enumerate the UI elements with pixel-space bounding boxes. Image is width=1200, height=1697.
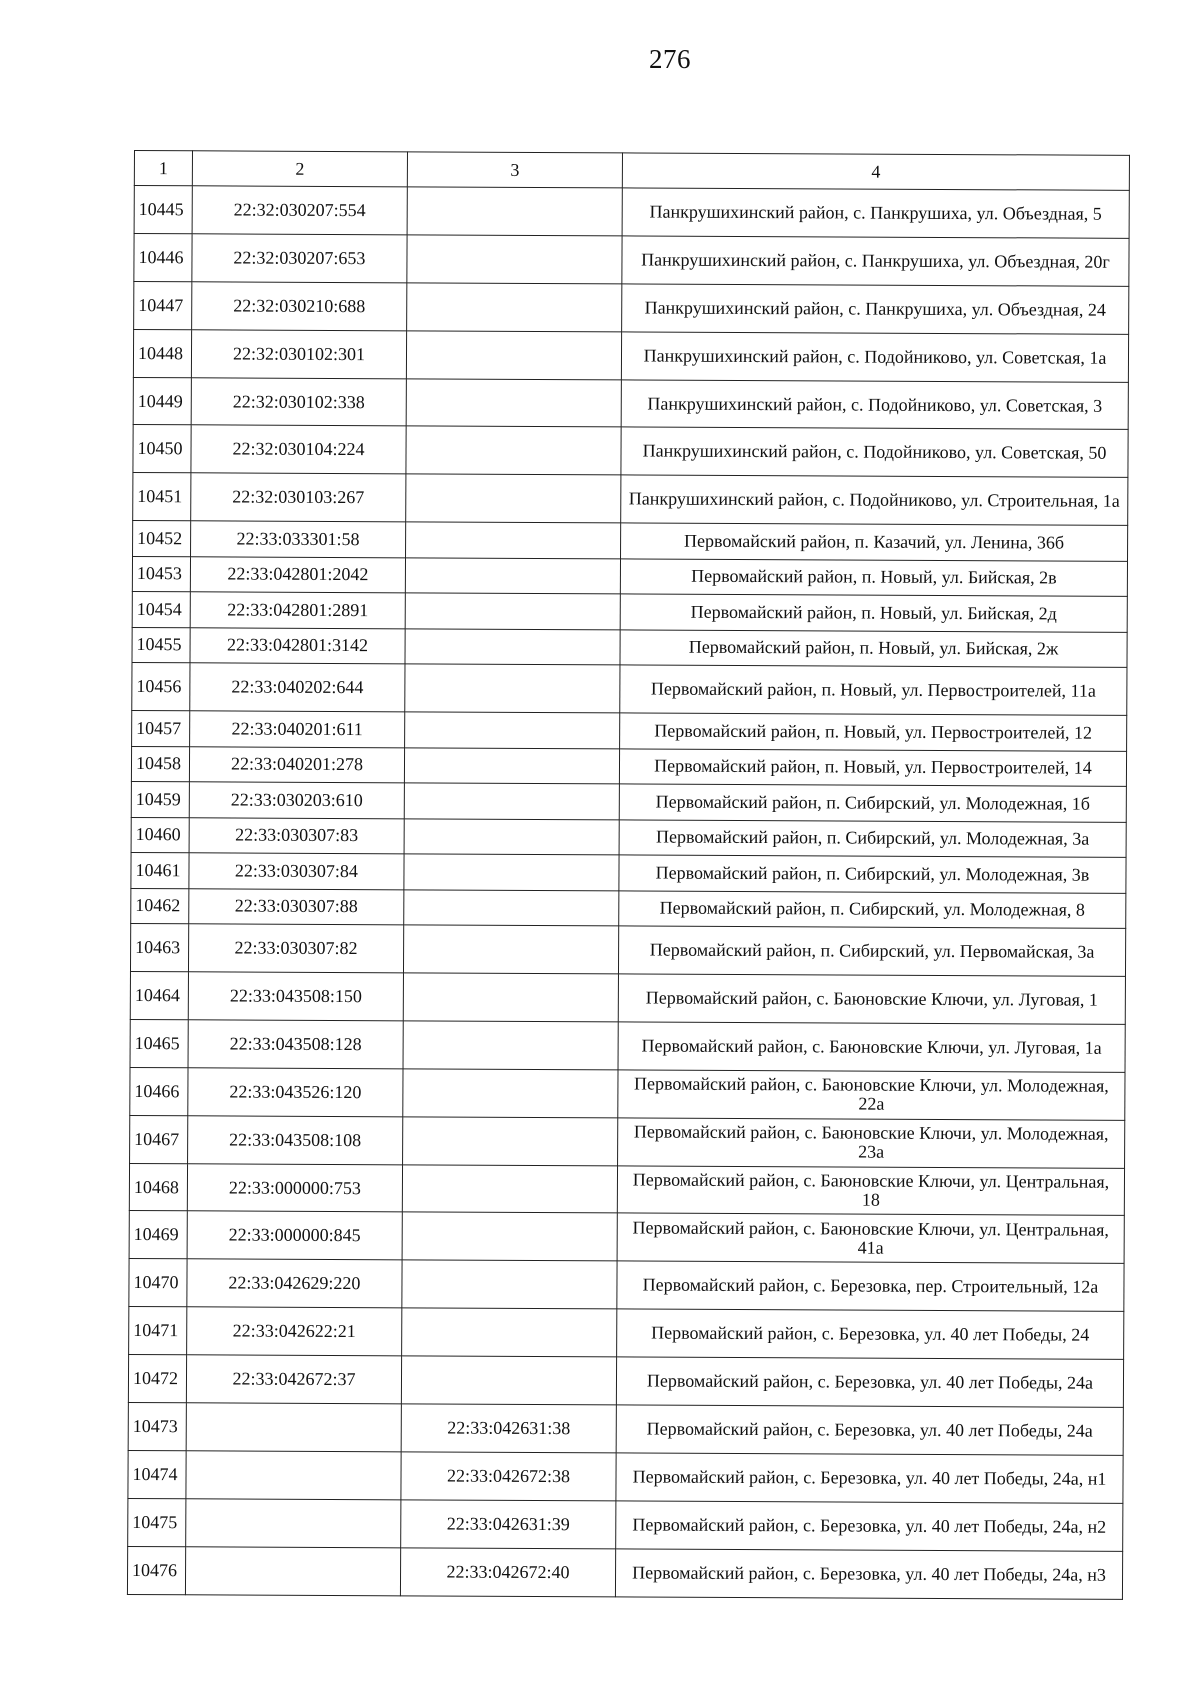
cadastral-number-alt-cell [402,1260,617,1309]
address-cell: Первомайский район, с. Березовка, ул. 40 лет Победы, 24а, н2 [616,1501,1123,1551]
address-cell: Первомайский район, с. Березовка, ул. 40 лет Победы, 24а [616,1357,1123,1407]
table-row [130,1067,1125,1120]
row-number-cell: 10459 [131,782,189,818]
address-cell: Первомайский район, с. Березовка, ул. 40 лет Победы, 24а [616,1405,1123,1455]
address-cell: Первомайский район, с. Баюновские Ключи, ул. Молодежная, 22а [618,1070,1125,1120]
cadastral-number-alt-cell: 22:33:042631:39 [401,1500,616,1549]
cadastral-number-cell: 22:33:042629:220 [187,1259,402,1308]
table-row [128,1403,1123,1456]
cadastral-number-alt-cell [402,1212,617,1261]
row-number-cell: 10465 [130,1019,188,1067]
table-row [128,1355,1123,1408]
address-cell: Панкрушихинский район, с. Подойниково, ул. Советская, 1а [621,332,1128,382]
table-row [134,281,1129,334]
page-number: 276 [649,44,691,74]
cadastral-number-alt-cell [405,593,620,630]
table-row [134,186,1129,239]
cadastral-number-cell: 22:33:042801:2891 [190,592,405,629]
registry-table [127,150,1130,1599]
cadastral-number-alt-cell [404,854,619,891]
cadastral-number-alt-cell [407,235,622,284]
table-body [127,186,1129,1599]
table-row [131,746,1126,786]
row-number-cell: 10454 [132,592,190,628]
row-number-cell: 10455 [132,627,190,663]
address-cell: Панкрушихинский район, с. Подойниково, ул. Советская, 3 [621,379,1128,429]
column-header-1: 1 [134,151,192,186]
address-cell: Первомайский район, с. Березовка, ул. 40 лет Победы, 24а, н1 [616,1453,1123,1503]
cadastral-number-alt-cell: 22:33:042672:38 [401,1452,616,1501]
address-cell: Первомайский район, п. Казачий, ул. Ленина, 36б [621,523,1128,561]
cadastral-number-alt-cell [406,474,621,523]
address-cell: Первомайский район, п. Новый, ул. Первостроителей, 12 [620,713,1127,751]
cadastral-number-alt-cell [405,664,620,713]
cadastral-number-cell: 22:32:030210:688 [192,282,407,331]
cadastral-number-cell [186,1403,401,1452]
row-number-cell: 10468 [129,1163,187,1211]
row-number-cell: 10449 [133,377,191,425]
row-number-cell: 10476 [127,1546,185,1594]
cadastral-number-cell: 22:33:030307:83 [189,817,404,854]
cadastral-number-alt-cell [403,1021,618,1070]
table-row [132,711,1127,751]
cadastral-number-alt-cell [405,558,620,595]
row-number-cell: 10462 [131,888,189,924]
table-row [129,1163,1124,1216]
cadastral-number-alt-cell [402,1308,617,1357]
cadastral-number-cell: 22:33:030307:82 [188,924,403,973]
cadastral-number-cell: 22:33:030203:610 [189,782,404,819]
address-cell: Первомайский район, п. Сибирский, ул. Молодежная, 3а [619,820,1126,858]
cadastral-number-cell: 22:32:030103:267 [191,473,406,522]
cadastral-number-alt-cell [406,426,621,475]
address-cell: Первомайский район, с. Баюновские Ключи, ул. Молодежная, 23а [618,1118,1125,1168]
row-number-cell: 10452 [133,521,191,557]
table-row [130,1115,1125,1168]
header-row [134,151,1129,191]
table-row [133,377,1128,430]
cadastral-number-cell: 22:32:030102:301 [191,329,406,378]
row-number-cell: 10464 [130,972,188,1020]
row-number-cell: 10451 [133,473,191,521]
cadastral-number-alt-cell [403,1117,618,1166]
cadastral-number-alt-cell [404,818,619,855]
cadastral-number-alt-cell [407,283,622,332]
cadastral-number-alt-cell [405,712,620,749]
address-cell: Первомайский район, с. Баюновские Ключи, ул. Центральная, 41а [617,1213,1124,1263]
table-row [128,1450,1123,1503]
address-cell: Панкрушихинский район, с. Панкрушиха, ул. Объездная, 5 [622,188,1129,238]
row-number-cell: 10475 [128,1498,186,1546]
row-number-cell: 10474 [128,1450,186,1498]
cadastral-number-cell [185,1546,400,1595]
address-cell: Первомайский район, п. Новый, ул. Бийская, 2ж [620,630,1127,668]
cadastral-number-alt-cell [403,1069,618,1118]
table-row [131,888,1126,928]
cadastral-number-cell: 22:33:040202:644 [190,663,405,712]
cadastral-number-cell: 22:32:030102:338 [191,377,406,426]
address-cell: Первомайский район, п. Сибирский, ул. Молодежная, 8 [619,891,1126,929]
cadastral-number-alt-cell [406,331,621,380]
table-row [132,556,1127,596]
row-number-cell: 10456 [132,663,190,711]
row-number-cell: 10461 [131,853,189,889]
address-cell: Первомайский район, с. Баюновские Ключи, ул. Луговая, 1а [618,1022,1125,1072]
table-row [133,473,1128,526]
cadastral-number-alt-cell [407,187,622,236]
row-number-cell: 10466 [130,1067,188,1115]
cadastral-number-cell: 22:33:042622:21 [187,1307,402,1356]
address-cell: Первомайский район, п. Сибирский, ул. Первомайская, 3а [618,926,1125,976]
row-number-cell: 10458 [131,746,189,782]
cadastral-number-alt-cell [406,522,621,559]
table-row [129,1259,1124,1312]
column-header-3: 3 [407,152,622,188]
cadastral-number-cell: 22:33:030307:84 [189,853,404,890]
table-row [128,1498,1123,1551]
address-cell: Первомайский район, с. Баюновские Ключи, ул. Центральная, 18 [617,1165,1124,1215]
table-row [130,972,1125,1025]
cadastral-number-cell: 22:33:040201:278 [189,746,404,783]
address-cell: Панкрушихинский район, с. Подойниково, ул. Советская, 50 [621,427,1128,477]
cadastral-number-alt-cell: 22:33:042631:38 [401,1404,616,1453]
cadastral-number-cell: 22:33:033301:58 [191,521,406,558]
address-cell: Первомайский район, п. Новый, ул. Бийская, 2д [620,594,1127,632]
cadastral-number-cell: 22:32:030104:224 [191,425,406,474]
cadastral-number-cell: 22:33:042801:3142 [190,628,405,665]
table-row [129,1211,1124,1264]
table-row [132,627,1127,667]
table-row [131,853,1126,893]
cadastral-number-cell: 22:33:030307:88 [189,888,404,925]
cadastral-number-cell: 22:33:042801:2042 [190,557,405,594]
cadastral-number-alt-cell [405,629,620,666]
cadastral-number-cell: 22:33:043508:150 [188,972,403,1021]
address-cell: Панкрушихинский район, с. Панкрушиха, ул. Объездная, 20г [622,236,1129,286]
cadastral-number-alt-cell [403,973,618,1022]
cadastral-number-alt-cell [406,378,621,427]
address-cell: Первомайский район, с. Березовка, ул. 40 лет Победы, 24а, н3 [615,1549,1122,1599]
row-number-cell: 10471 [129,1307,187,1355]
row-number-cell: 10473 [128,1403,186,1451]
table-row [132,663,1127,716]
table-row [132,592,1127,632]
cadastral-number-alt-cell [402,1164,617,1213]
row-number-cell: 10446 [134,233,192,281]
cadastral-number-alt-cell [404,889,619,926]
table-row [133,425,1128,478]
cadastral-number-alt-cell: 22:33:042672:40 [400,1548,615,1597]
row-number-cell: 10447 [134,281,192,329]
cadastral-number-cell: 22:33:042672:37 [186,1355,401,1404]
cadastral-number-alt-cell [401,1356,616,1405]
cadastral-number-alt-cell [404,783,619,820]
row-number-cell: 10463 [130,924,188,972]
row-number-cell: 10445 [134,186,192,234]
cadastral-number-cell [186,1499,401,1548]
cadastral-number-cell: 22:33:000000:753 [187,1163,402,1212]
address-cell: Первомайский район, с. Березовка, пер. Строительный, 12а [617,1261,1124,1311]
cadastral-number-alt-cell [404,747,619,784]
cadastral-number-cell: 22:32:030207:653 [192,234,407,283]
row-number-cell: 10457 [132,711,190,747]
row-number-cell: 10460 [131,817,189,853]
table-row [131,782,1126,822]
table-row [129,1307,1124,1360]
address-cell: Панкрушихинский район, с. Подойниково, ул. Строительная, 1а [621,475,1128,525]
address-cell: Первомайский район, п. Новый, ул. Первостроителей, 14 [619,749,1126,787]
table-header [134,151,1129,191]
cadastral-number-cell: 22:33:040201:611 [190,711,405,748]
address-cell: Первомайский район, п. Сибирский, ул. Молодежная, 1б [619,784,1126,822]
address-cell: Первомайский район, с. Баюновские Ключи, ул. Луговая, 1 [618,974,1125,1024]
row-number-cell: 10467 [130,1115,188,1163]
cadastral-number-alt-cell [403,925,618,974]
address-cell: Панкрушихинский район, с. Панкрушиха, ул. Объездная, 24 [622,284,1129,334]
cadastral-number-cell: 22:33:000000:845 [187,1211,402,1260]
cadastral-number-cell: 22:33:043508:108 [188,1115,403,1164]
address-cell: Первомайский район, п. Сибирский, ул. Молодежная, 3в [619,855,1126,893]
row-number-cell: 10450 [133,425,191,473]
table-row [131,817,1126,857]
address-cell: Первомайский район, п. Новый, ул. Бийская, 2в [620,559,1127,597]
table-row [127,1546,1122,1599]
cadastral-number-cell: 22:33:043508:128 [188,1020,403,1069]
address-cell: Первомайский район, п. Новый, ул. Первостроителей, 11а [620,665,1127,715]
table-row [130,1019,1125,1072]
row-number-cell: 10470 [129,1259,187,1307]
table-row [134,233,1129,286]
column-header-2: 2 [192,151,407,187]
row-number-cell: 10469 [129,1211,187,1259]
row-number-cell: 10448 [133,329,191,377]
table-row [133,521,1128,561]
table-row [130,924,1125,977]
row-number-cell: 10453 [132,556,190,592]
column-header-4: 4 [622,153,1129,190]
table-row [133,329,1128,382]
cadastral-number-cell: 22:32:030207:554 [192,186,407,235]
row-number-cell: 10472 [128,1355,186,1403]
cadastral-number-cell: 22:33:043526:120 [188,1068,403,1117]
address-cell: Первомайский район, с. Березовка, ул. 40 лет Победы, 24 [617,1309,1124,1359]
cadastral-number-cell [186,1451,401,1500]
